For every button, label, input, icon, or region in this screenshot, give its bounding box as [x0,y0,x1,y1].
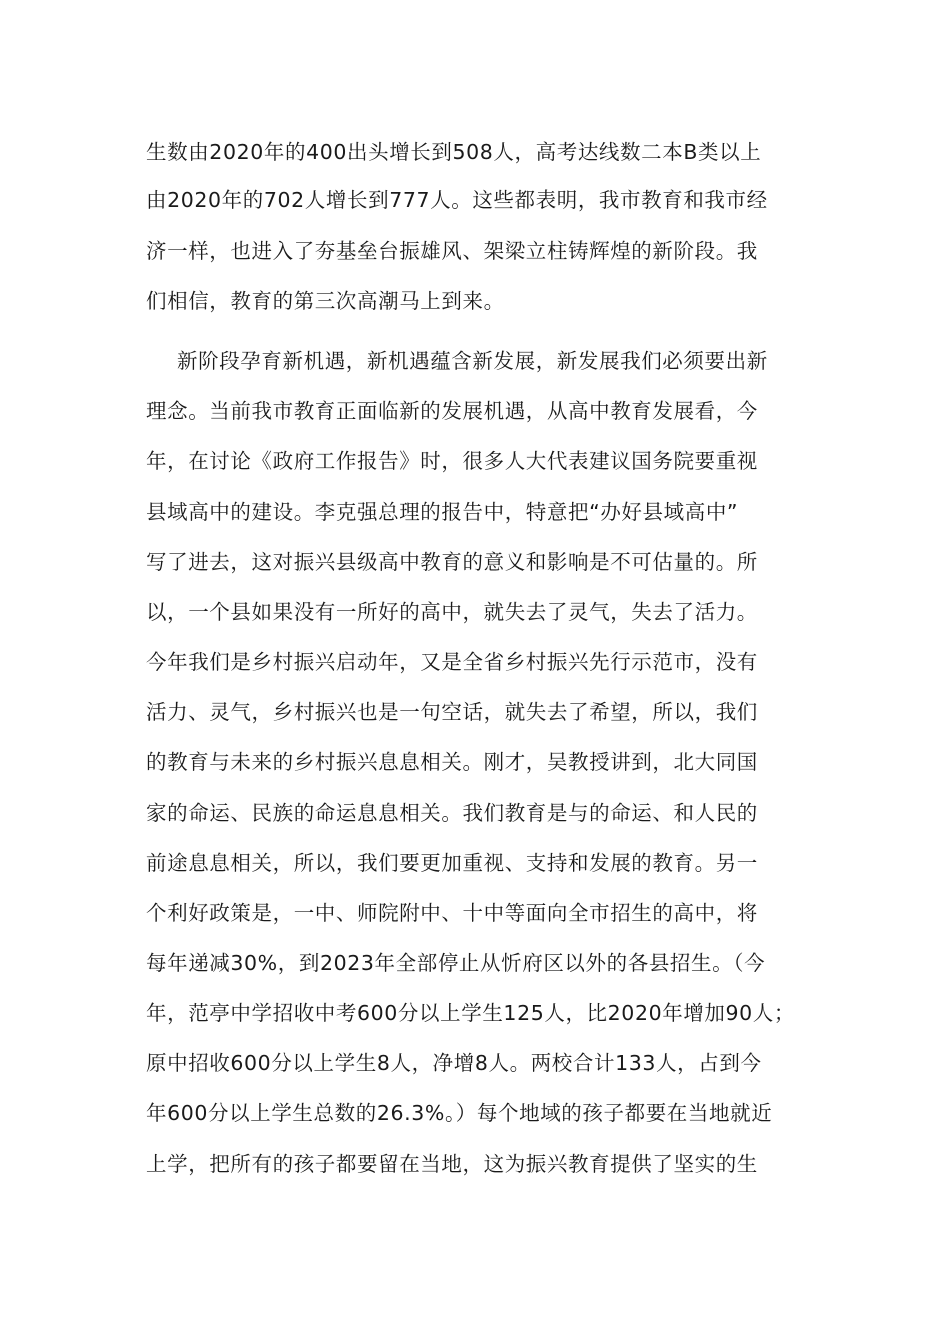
text-line: 理念。当前我市教育正面临新的发展机遇，从高中教育发展看，今 [146,399,758,423]
text-line: 年600分以上学生总数的26.3%。）每个地域的孩子都要在当地就近 [146,1101,773,1125]
text-line: 以，一个县如果没有一所好的高中，就失去了灵气，失去了活力。 [146,600,758,624]
text-line: 今年我们是乡村振兴启动年，又是全省乡村振兴先行示范市，没有 [146,650,758,674]
text-line: 个利好政策是，一中、师院附中、十中等面向全市招生的高中，将 [146,901,758,925]
text-line: 写了进去，这对振兴县级高中教育的意义和影响是不可估量的。所 [146,550,758,574]
text-line: 县域高中的建设。李克强总理的报告中，特意把“办好县域高中” [146,500,739,524]
text-line: 每年递减30%，到2023年全部停止从忻府区以外的各县招生。（今 [146,951,766,975]
text-line: 由2020年的702人增长到777人。这些都表明，我市教育和我市经 [146,188,768,212]
text-line: 原中招收600分以上学生8人，净增8人。两校合计133人，占到今 [146,1051,762,1075]
text-line: 前途息息相关，所以，我们要更加重视、支持和发展的教育。另一 [146,851,758,875]
text-line: 们相信，教育的第三次高潮马上到来。 [146,289,505,313]
text-line: 年，范亭中学招收中考600分以上学生125人，比2020年增加90人； [146,1001,796,1025]
text-line: 上学，把所有的孩子都要留在当地，这为振兴教育提供了坚实的生 [146,1152,758,1176]
text-line: 新阶段孕育新机遇，新机遇蕴含新发展，新发展我们必须要出新 [177,349,768,373]
text-line: 年，在讨论《政府工作报告》时，很多人大代表建议国务院要重视 [146,449,758,473]
text-line: 活力、灵气，乡村振兴也是一句空话，就失去了希望，所以，我们 [146,700,758,724]
text-line: 的教育与未来的乡村振兴息息相关。刚才，吴教授讲到，北大同国 [146,750,758,774]
text-line: 济一样，也进入了夯基垒台振雄风、架梁立柱铸辉煌的新阶段。我 [146,239,758,263]
text-line: 家的命运、民族的命运息息相关。我们教育是与的命运、和人民的 [146,801,758,825]
text-line: 生数由2020年的400出头增长到508人，高考达线数二本B类以上 [146,140,762,164]
